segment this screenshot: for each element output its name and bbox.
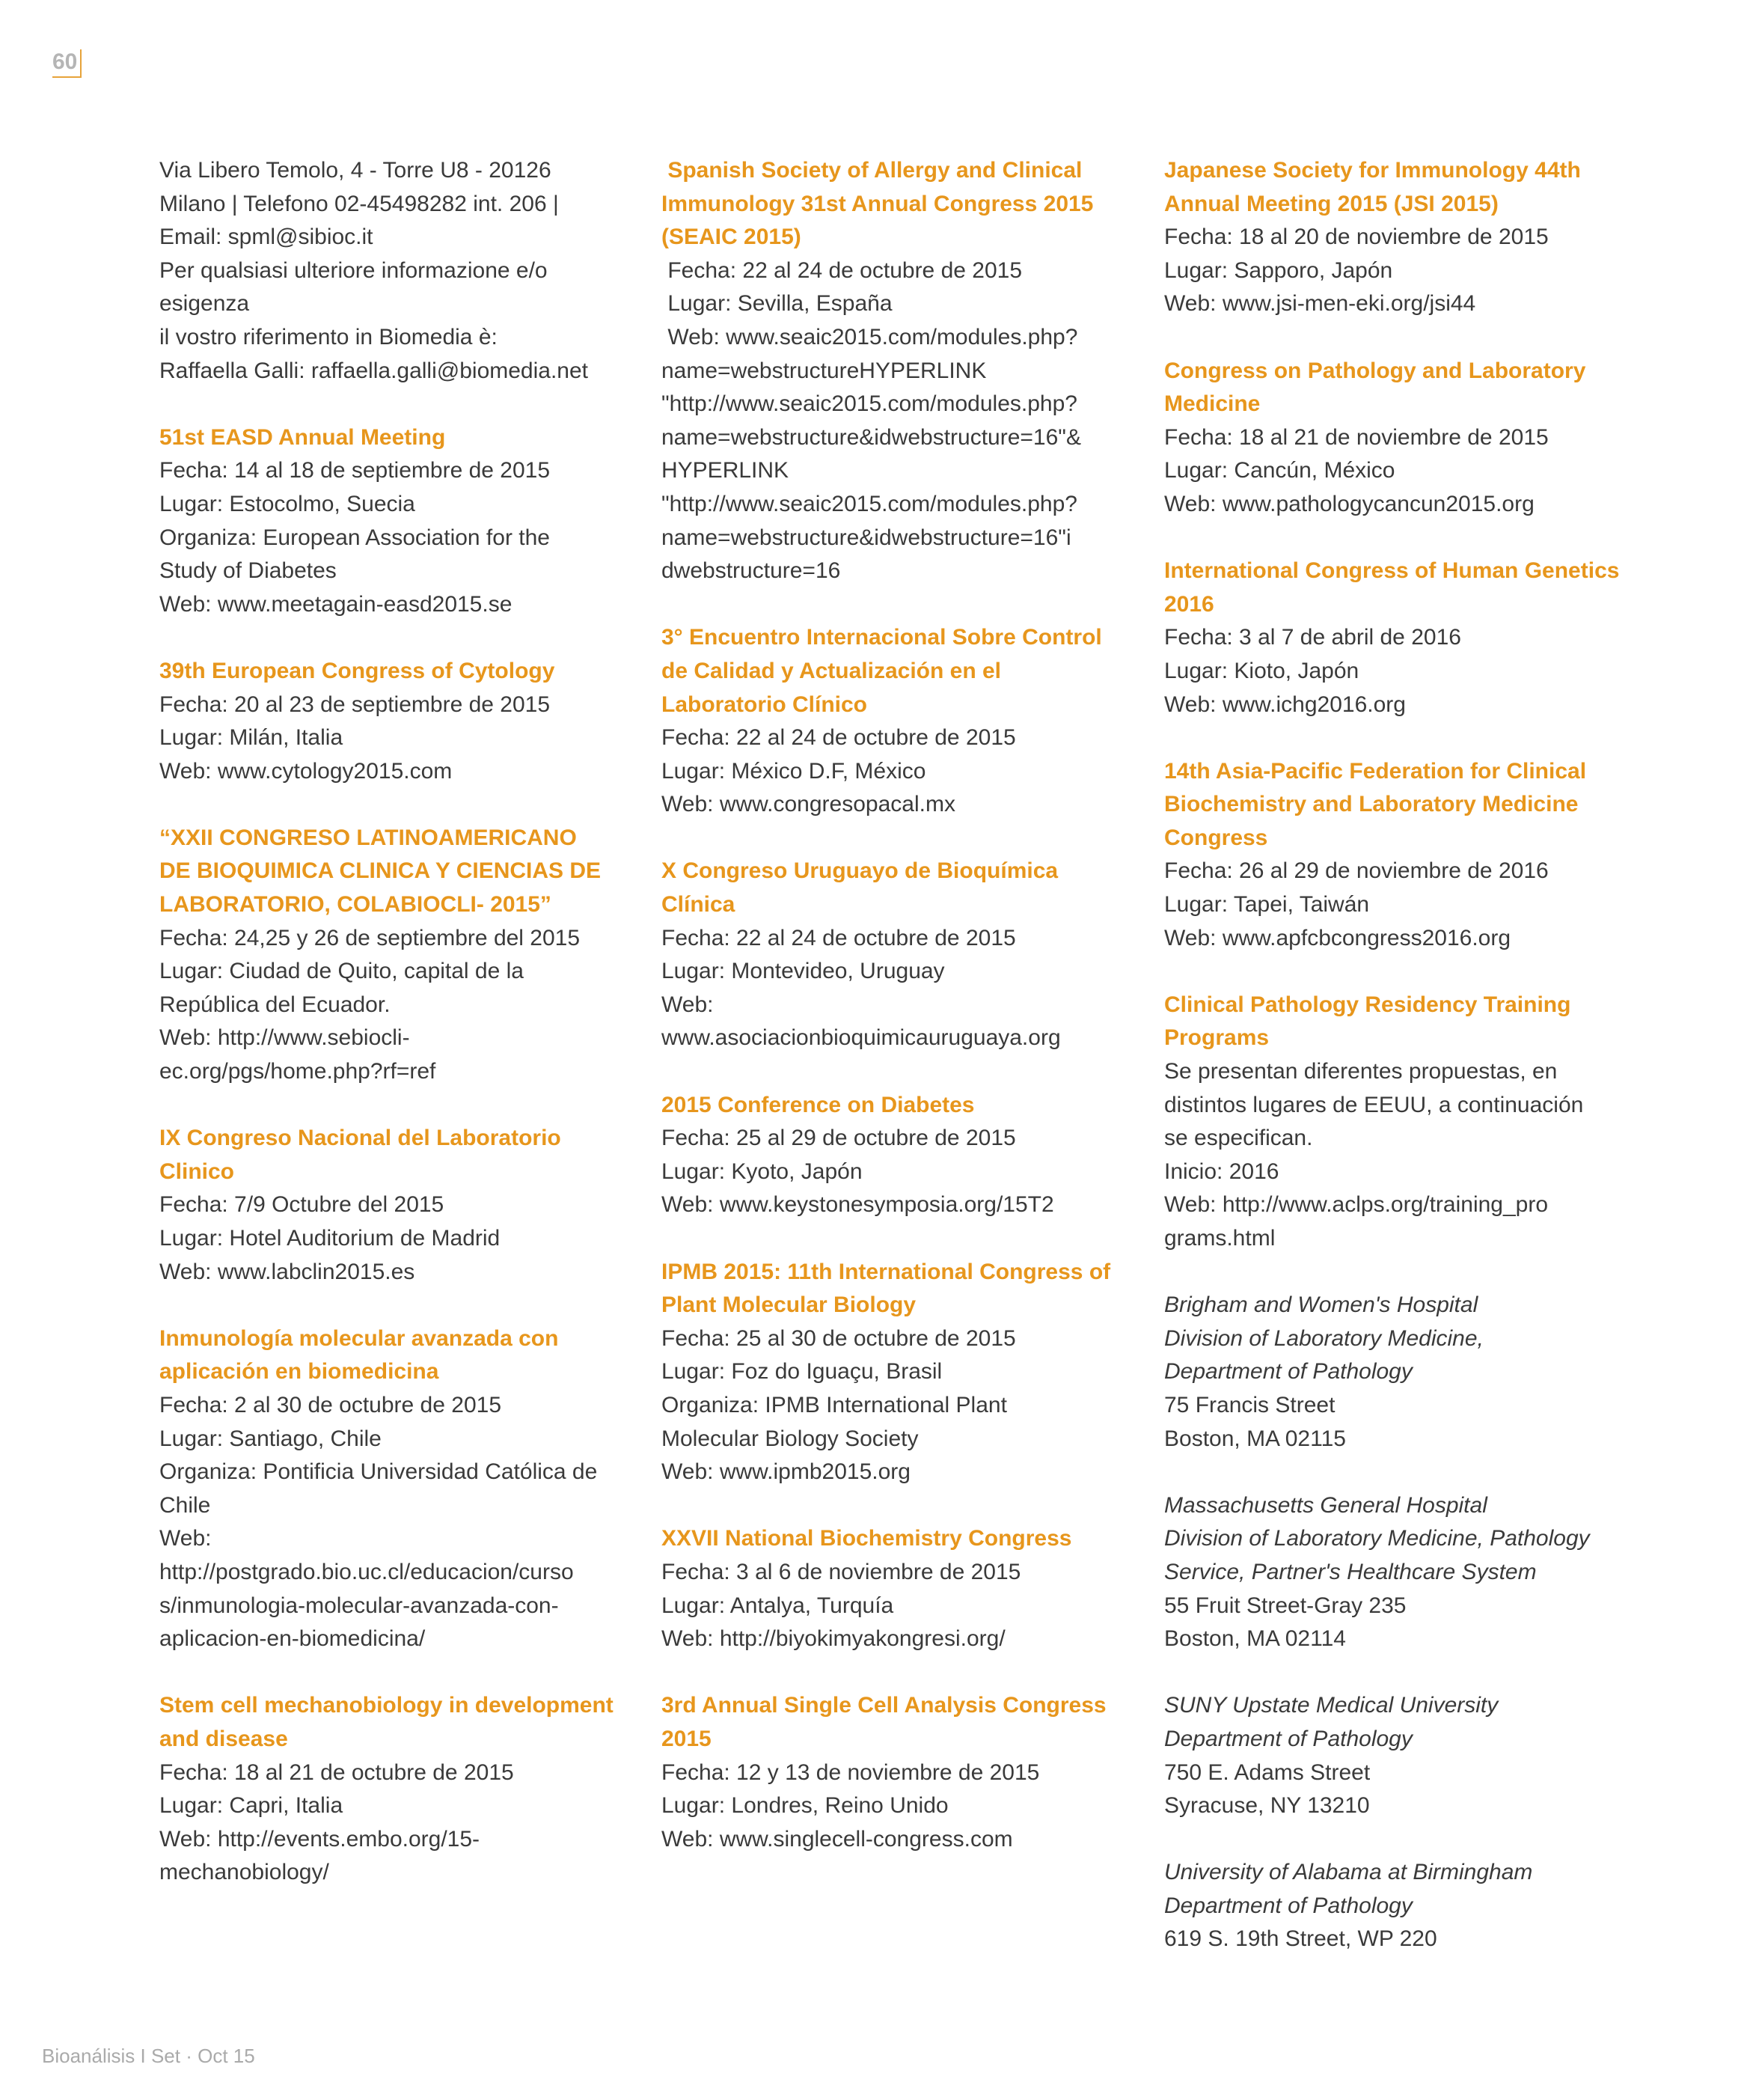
entry-line: se especifican.: [1164, 1126, 1313, 1151]
entry-block: [159, 1122, 623, 1289]
entry-line: Lugar: Tapei, Taiwán: [1164, 892, 1370, 918]
entry-line: Web:: [661, 992, 714, 1017]
institution-line: University of Alabama at Birmingham: [1164, 1860, 1533, 1885]
entry-line: Fecha: 25 al 30 de octubre de 2015: [661, 1325, 1016, 1351]
entry-line: mechanobiology/: [159, 1860, 329, 1885]
column-left: [159, 154, 623, 1923]
entry-title: International Congress of Human Genetics: [1164, 558, 1620, 584]
entry-line: Web: http://events.embo.org/15-: [159, 1826, 480, 1852]
institution-line: Massachusetts General Hospital: [1164, 1492, 1487, 1518]
entry-line: HYPERLINK: [661, 458, 789, 483]
entry-line: Web: www.singlecell-congress.com: [661, 1826, 1013, 1852]
entry-title: (SEAIC 2015): [661, 225, 801, 250]
entry-line: Fecha: 14 al 18 de septiembre de 2015: [159, 458, 551, 483]
entry-title: IPMB 2015: 11th International Congress of: [661, 1259, 1111, 1284]
entry-line: Email: spml@sibioc.it: [159, 225, 373, 250]
entry-line: Fecha: 24,25 y 26 de septiembre del 2015: [159, 925, 581, 950]
entry-title: 3rd Annual Single Cell Analysis Congress: [661, 1693, 1107, 1718]
entry-line: Web: www.cytology2015.com: [159, 758, 453, 784]
entry-block: [661, 1522, 1125, 1655]
column-right: [1164, 154, 1643, 1990]
entry-line: Fecha: 22 al 24 de octubre de 2015: [661, 257, 1023, 283]
entry-line: Fecha: 26 al 29 de noviembre de 2016: [1164, 858, 1549, 884]
entry-title: 39th European Congress of Cytology: [159, 658, 555, 683]
entry-block: [1164, 1689, 1643, 1822]
entry-block: [661, 1256, 1125, 1489]
entry-line: Boston, MA 02114: [1164, 1626, 1346, 1652]
page-number: 60: [52, 49, 82, 78]
entry-title: Annual Meeting 2015 (JSI 2015): [1164, 191, 1499, 216]
entry-line: Organiza: Pontificia Universidad Católica de: [159, 1459, 598, 1485]
entry-block: [1164, 989, 1643, 1256]
entry-title: 2015 Conference on Diabetes: [661, 1092, 975, 1117]
entry-title: 51st EASD Annual Meeting: [159, 424, 446, 450]
entry-line: Web: www.seaic2015.com/modules.php?: [661, 324, 1078, 350]
entry-line: Lugar: Montevideo, Uruguay: [661, 959, 945, 984]
entry-line: Lugar: Estocolmo, Suecia: [159, 491, 415, 516]
entry-line: Fecha: 22 al 24 de octubre de 2015: [661, 925, 1016, 950]
entry-line: esigenza: [159, 291, 250, 317]
entry-line: Milano | Telefono 02-45498282 int. 206 |: [159, 191, 559, 216]
entry-title: Congress on Pathology and Laboratory: [1164, 358, 1586, 383]
entry-line: Web:: [159, 1526, 212, 1551]
entry-line: Fecha: 22 al 24 de octubre de 2015: [661, 725, 1016, 751]
entry-line: Per qualsiasi ulteriore informazione e/o: [159, 257, 548, 283]
entry-title: XXVII National Biochemistry Congress: [661, 1526, 1072, 1551]
entry-line: Lugar: Kioto, Japón: [1164, 658, 1359, 683]
footer-text: Bioanálisis I Set · Oct 15: [42, 2045, 255, 2067]
entry-line: Web: www.congresopacal.mx: [661, 792, 955, 817]
entry-line: Fecha: 25 al 29 de octubre de 2015: [661, 1126, 1016, 1151]
entry-title: and disease: [159, 1726, 288, 1751]
entry-line: Fecha: 18 al 20 de noviembre de 2015: [1164, 225, 1549, 250]
entry-line: Raffaella Galli: raffaella.galli@biomedia.net: [159, 358, 589, 383]
entry-block: [1164, 355, 1643, 522]
entry-block: [159, 154, 623, 388]
entry-block: [661, 1089, 1125, 1222]
entry-line: 75 Francis Street: [1164, 1392, 1336, 1417]
entry-line: Study of Diabetes: [159, 558, 337, 584]
entry-line: s/inmunologia-molecular-avanzada-con-: [159, 1593, 559, 1618]
entry-line: Organiza: European Association for the: [159, 525, 550, 550]
entry-line: Web: www.labclin2015.es: [159, 1259, 415, 1284]
entry-line: Organiza: IPMB International Plant: [661, 1392, 1007, 1417]
entry-block: [661, 1689, 1125, 1856]
entry-title: Clínica: [661, 892, 735, 918]
entry-line: Lugar: Santiago, Chile: [159, 1426, 382, 1451]
entry-line: "http://www.seaic2015.com/modules.php?: [661, 491, 1077, 516]
entry-line: Web: www.ichg2016.org: [1164, 692, 1406, 717]
entry-line: Web: www.ipmb2015.org: [661, 1459, 911, 1485]
entry-title: Japanese Society for Immunology 44th: [1164, 158, 1581, 183]
entry-line: Fecha: 18 al 21 de noviembre de 2015: [1164, 424, 1549, 450]
entry-line: Fecha: 20 al 23 de septiembre de 2015: [159, 692, 551, 717]
entry-line: Web: www.keystonesymposia.org/15T2: [661, 1192, 1054, 1218]
entry-title: Clinical Pathology Residency Training: [1164, 992, 1571, 1017]
entry-block: [159, 1322, 623, 1656]
entry-line: Se presentan diferentes propuestas, en: [1164, 1059, 1558, 1084]
entry-line: Lugar: Sapporo, Japón: [1164, 257, 1393, 283]
entry-block: [661, 855, 1125, 1055]
entry-line: name=webstructureHYPERLINK: [661, 358, 987, 383]
entry-line: Web: www.jsi-men-eki.org/jsi44: [1164, 291, 1476, 317]
entry-title: Inmunología molecular avanzada con: [159, 1325, 559, 1351]
entry-line: Fecha: 12 y 13 de noviembre de 2015: [661, 1759, 1040, 1785]
entry-title: Plant Molecular Biology: [661, 1292, 917, 1318]
entry-line: Molecular Biology Society: [661, 1426, 919, 1451]
institution-line: Department of Pathology: [1164, 1893, 1413, 1918]
entry-line: name=webstructure&idwebstructure=16"i: [661, 525, 1071, 550]
entry-title: Clinico: [159, 1159, 235, 1184]
entry-title: IX Congreso Nacional del Laboratorio: [159, 1126, 561, 1151]
entry-title: Laboratorio Clínico: [661, 692, 868, 717]
entry-title: 2016: [1164, 591, 1214, 617]
entry-title: de Calidad y Actualización en el: [661, 658, 1002, 683]
institution-line: SUNY Upstate Medical University: [1164, 1693, 1499, 1718]
entry-line: Via Libero Temolo, 4 - Torre U8 - 20126: [159, 158, 551, 183]
entry-title: 3° Encuentro Internacional Sobre Control: [661, 625, 1102, 650]
entry-line: http://postgrado.bio.uc.cl/educacion/curso: [159, 1559, 574, 1584]
entry-line: Fecha: 18 al 21 de octubre de 2015: [159, 1759, 514, 1785]
entry-line: Boston, MA 02115: [1164, 1426, 1346, 1451]
entry-block: [159, 822, 623, 1089]
entry-block: [1164, 1856, 1643, 1956]
entry-block: [661, 154, 1125, 588]
entry-title: Congress: [1164, 825, 1268, 850]
entry-line: Fecha: 7/9 Octubre del 2015: [159, 1192, 444, 1218]
entry-line: Web: www.pathologycancun2015.org: [1164, 491, 1535, 516]
entry-line: Lugar: Londres, Reino Unido: [661, 1793, 949, 1819]
entry-line: Lugar: Antalya, Turquía: [661, 1593, 894, 1618]
entry-block: [159, 1689, 623, 1890]
entry-line: www.asociacionbioquimicauruguaya.org: [661, 1025, 1061, 1051]
entry-line: República del Ecuador.: [159, 992, 391, 1017]
entry-line: Web: http://www.sebiocli-: [159, 1025, 410, 1051]
entry-title: X Congreso Uruguayo de Bioquímica: [661, 858, 1059, 884]
entry-title: Spanish Society of Allergy and Clinical: [661, 158, 1083, 183]
entry-block: [1164, 154, 1643, 321]
entry-line: Lugar: Cancún, México: [1164, 458, 1395, 483]
entry-block: [1164, 755, 1643, 956]
entry-line: 750 E. Adams Street: [1164, 1759, 1371, 1785]
institution-line: Department of Pathology: [1164, 1726, 1413, 1751]
entry-title: DE BIOQUIMICA CLINICA Y CIENCIAS DE: [159, 858, 602, 884]
entry-line: Fecha: 3 al 7 de abril de 2016: [1164, 625, 1461, 650]
entry-line: ec.org/pgs/home.php?rf=ref: [159, 1059, 436, 1084]
entry-line: Lugar: Milán, Italia: [159, 725, 343, 751]
entry-block: [159, 655, 623, 788]
entry-line: Lugar: Sevilla, España: [661, 291, 893, 317]
column-middle: [661, 154, 1125, 1890]
entry-line: Web: www.apfcbcongress2016.org: [1164, 925, 1511, 950]
entry-title: aplicación en biomedicina: [159, 1359, 439, 1385]
entry-title: Immunology 31st Annual Congress 2015: [661, 191, 1094, 216]
entry-title: “XXII CONGRESO LATINOAMERICANO: [159, 825, 577, 850]
entry-line: Syracuse, NY 13210: [1164, 1793, 1370, 1819]
entry-title: 14th Asia-Pacific Federation for Clinical: [1164, 758, 1587, 784]
entry-line: Fecha: 3 al 6 de noviembre de 2015: [661, 1559, 1021, 1584]
entry-block: [661, 621, 1125, 822]
entry-title: Stem cell mechanobiology in development: [159, 1693, 614, 1718]
institution-line: Department of Pathology: [1164, 1359, 1413, 1385]
entry-line: grams.html: [1164, 1226, 1276, 1251]
entry-line: 55 Fruit Street-Gray 235: [1164, 1593, 1407, 1618]
entry-line: Web: www.meetagain-easd2015.se: [159, 591, 513, 617]
entry-line: Lugar: Foz do Iguaçu, Brasil: [661, 1359, 943, 1385]
entry-line: 619 S. 19th Street, WP 220: [1164, 1926, 1437, 1952]
institution-line: Division of Laboratory Medicine,: [1164, 1325, 1484, 1351]
entry-line: Web: http://www.aclps.org/training_pro: [1164, 1192, 1549, 1218]
entry-line: Inicio: 2016: [1164, 1159, 1279, 1184]
entry-line: "http://www.seaic2015.com/modules.php?: [661, 391, 1077, 417]
entry-title: LABORATORIO, COLABIOCLI- 2015”: [159, 892, 551, 918]
entry-line: Lugar: México D.F, México: [661, 758, 926, 784]
entry-line: distintos lugares de EEUU, a continuación: [1164, 1092, 1584, 1117]
entry-title: Programs: [1164, 1025, 1270, 1051]
entry-line: Lugar: Ciudad de Quito, capital de la: [159, 959, 524, 984]
entry-block: [1164, 1289, 1643, 1456]
institution-line: Division of Laboratory Medicine, Pathology: [1164, 1526, 1590, 1551]
entry-block: [1164, 555, 1643, 721]
entry-line: Web: http://biyokimyakongresi.org/: [661, 1626, 1006, 1652]
entry-line: il vostro riferimento in Biomedia è:: [159, 324, 498, 350]
entry-line: Fecha: 2 al 30 de octubre de 2015: [159, 1392, 502, 1417]
entry-block: [159, 421, 623, 622]
entry-title: Biochemistry and Laboratory Medicine: [1164, 792, 1579, 817]
institution-line: Brigham and Women's Hospital: [1164, 1292, 1478, 1318]
entry-line: Lugar: Hotel Auditorium de Madrid: [159, 1226, 501, 1251]
institution-line: Service, Partner's Healthcare System: [1164, 1559, 1537, 1584]
entry-line: Lugar: Kyoto, Japón: [661, 1159, 863, 1184]
entry-title: 2015: [661, 1726, 712, 1751]
entry-line: aplicacion-en-biomedicina/: [159, 1626, 426, 1652]
entry-title: Medicine: [1164, 391, 1261, 417]
entry-line: name=webstructure&idwebstructure=16"&: [661, 424, 1081, 450]
entry-block: [1164, 1489, 1643, 1656]
entry-line: Lugar: Capri, Italia: [159, 1793, 343, 1819]
entry-line: Chile: [159, 1492, 211, 1518]
entry-line: dwebstructure=16: [661, 558, 841, 584]
